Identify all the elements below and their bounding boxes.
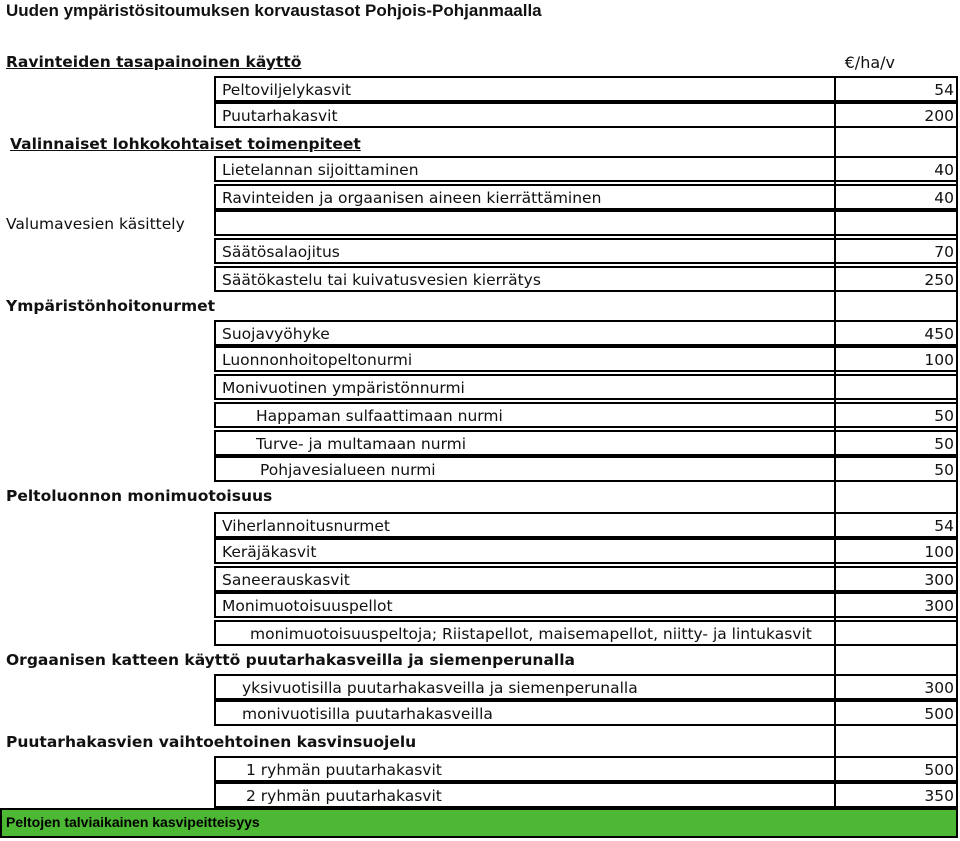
- column-divider: [834, 76, 836, 812]
- row-value: 50: [934, 407, 954, 425]
- table-row: [214, 592, 958, 618]
- section-heading-nutrients: Ravinteiden tasapainoinen käyttö: [6, 53, 302, 71]
- row-value: 54: [934, 81, 954, 99]
- row-label: monivuotisilla puutarhakasveilla: [242, 705, 493, 723]
- table-row: [214, 566, 958, 592]
- row-label: Happaman sulfaattimaan nurmi: [256, 407, 503, 425]
- row-label: Viherlannoitusnurmet: [222, 517, 390, 535]
- section-heading-plant-protection: Puutarhakasvien vaihtoehtoinen kasvinsuojelu: [6, 733, 417, 751]
- section-heading-biodiversity: Peltoluonnon monimuotoisuus: [6, 487, 273, 505]
- row-value: 450: [924, 325, 954, 343]
- section-heading-grasslands: Ympäristönhoitonurmet: [6, 297, 216, 315]
- page-title: Uuden ympäristösitoumuksen korvaustasot Pohjois-Pohjanmaalla: [6, 1, 542, 20]
- table-row: [214, 210, 958, 236]
- table-row: [214, 184, 958, 210]
- table-row: [214, 76, 958, 102]
- row-value: 100: [924, 543, 954, 561]
- table-row: [214, 402, 958, 428]
- table-row: [214, 782, 958, 808]
- row-label: Suojavyöhyke: [222, 325, 330, 343]
- row-value: 50: [934, 461, 954, 479]
- row-label: monimuotoisuuspeltoja; Riistapellot, maisemapellot, niitty- ja lintukasvit: [250, 625, 812, 643]
- section-heading-optional: Valinnaiset lohkokohtaiset toimenpiteet: [10, 135, 361, 153]
- highlighted-row: [0, 808, 958, 838]
- row-value: 54: [934, 517, 954, 535]
- row-value: 250: [924, 271, 954, 289]
- row-value: 40: [934, 189, 954, 207]
- table-row: [214, 700, 958, 726]
- row-label: Puutarhakasvit: [222, 107, 338, 125]
- table-row: [214, 456, 958, 482]
- row-label: Monivuotinen ympäristönnurmi: [222, 379, 465, 397]
- table-row: [214, 430, 958, 456]
- table-row: [214, 374, 958, 400]
- row-value: 50: [934, 435, 954, 453]
- row-value: 40: [934, 161, 954, 179]
- table-row: [214, 320, 958, 346]
- row-label: Keräjäkasvit: [222, 543, 317, 561]
- row-label: Peltoviljelykasvit: [222, 81, 352, 99]
- table-right-border: [956, 76, 958, 812]
- row-label: Luonnonhoitopeltonurmi: [222, 351, 413, 369]
- row-value: 70: [934, 243, 954, 261]
- row-value: 500: [924, 761, 954, 779]
- table-row: [214, 620, 958, 646]
- section-heading-mulching: Orgaanisen katteen käyttö puutarhakasveilla ja siemenperunalla: [6, 651, 576, 669]
- table-row: [214, 266, 958, 292]
- row-label: 2 ryhmän puutarhakasvit: [246, 787, 442, 805]
- row-label: Säätösalaojitus: [222, 243, 340, 261]
- row-value: 300: [924, 597, 954, 615]
- table-row: [214, 512, 958, 538]
- row-label: Turve- ja multamaan nurmi: [256, 435, 467, 453]
- table-row: [214, 756, 958, 782]
- row-label: 1 ryhmän puutarhakasvit: [246, 761, 442, 779]
- table-row: [214, 538, 958, 564]
- row-value: 300: [924, 679, 954, 697]
- table-row: [214, 102, 958, 128]
- row-label: Säätökastelu tai kuivatusvesien kierrätys: [222, 271, 541, 289]
- row-value: 200: [924, 107, 954, 125]
- section-heading-winter-cover: Peltojen talviaikainen kasvipeitteisyys: [6, 814, 260, 830]
- row-label: Monimuotoisuuspellot: [222, 597, 393, 615]
- table-row: [214, 674, 958, 700]
- table-row: [214, 156, 958, 182]
- row-value: 100: [924, 351, 954, 369]
- row-label: yksivuotisilla puutarhakasveilla ja siemenperunalla: [242, 679, 638, 697]
- row-label: Saneerauskasvit: [222, 571, 350, 589]
- row-value: 300: [924, 571, 954, 589]
- row-label: Ravinteiden ja orgaanisen aineen kierrättäminen: [222, 189, 602, 207]
- row-value: 350: [924, 787, 954, 805]
- row-label: Pohjavesialueen nurmi: [260, 461, 436, 479]
- row-label: Lietelannan sijoittaminen: [222, 161, 419, 179]
- table-row: [214, 346, 958, 372]
- section-heading-runoff: Valumavesien käsittely: [6, 215, 185, 233]
- row-value: 500: [924, 705, 954, 723]
- unit-label: €/ha/v: [844, 53, 895, 72]
- table-row: [214, 238, 958, 264]
